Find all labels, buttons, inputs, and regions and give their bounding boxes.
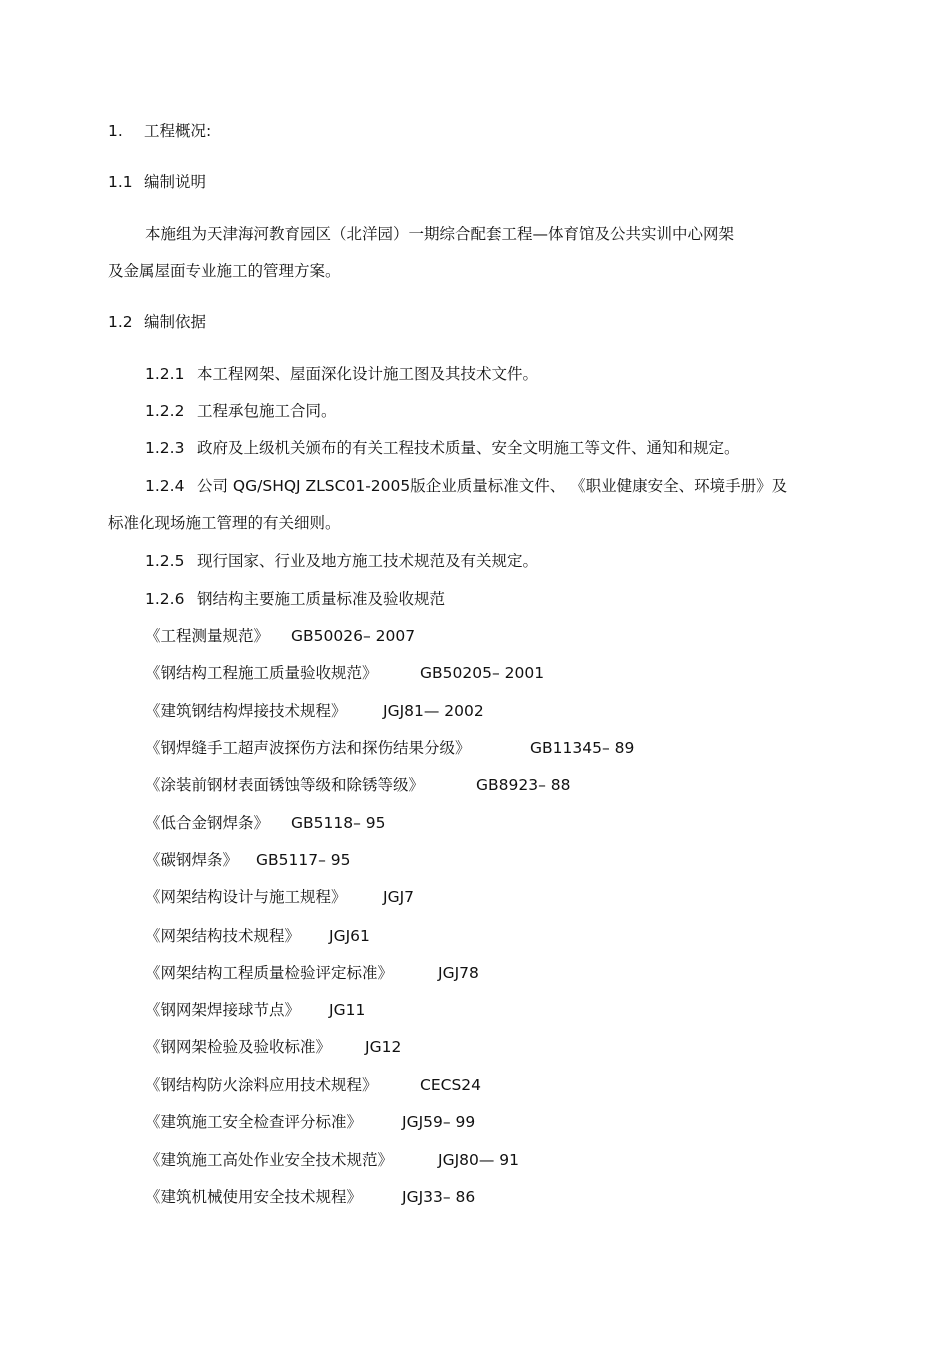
section-number: 1.2 <box>108 313 133 331</box>
standard-code: JGJ33– 86 <box>402 1188 476 1206</box>
standard-name: 《钢网架检验及验收标准》 <box>145 1038 332 1056</box>
standard-name: 《钢焊缝手工超声波探伤方法和探伤结果分级》 <box>145 739 471 757</box>
standard-name: 《钢结构防火涂料应用技术规程》 <box>145 1076 378 1094</box>
section-1-2-heading <box>108 312 206 332</box>
section-title: 编制说明 <box>144 173 207 191</box>
standard-name: 《网架结构工程质量检验评定标准》 <box>145 964 394 982</box>
paragraph-line: 及金属屋面专业施工的管理方案。 <box>108 262 341 280</box>
standard-code: GB50026– 2007 <box>291 627 416 645</box>
standard-name: 《网架结构技术规程》 <box>145 927 301 945</box>
section-number: 1.1 <box>108 173 133 191</box>
standard-entry <box>145 1000 705 1020</box>
standard-entry <box>145 626 705 646</box>
paragraph-line: 本施组为天津海河教育园区（北洋园）一期综合配套工程—体育馆及公共实训中心网架 <box>145 225 735 243</box>
item-number: 1.2.3 <box>145 439 185 457</box>
standard-entry <box>145 1187 705 1207</box>
basis-item <box>145 476 787 496</box>
standard-entry <box>145 887 705 907</box>
standard-name: 《低合金钢焊条》 <box>145 814 270 832</box>
section-1-1-heading <box>108 172 206 192</box>
standard-name: 《钢网架焊接球节点》 <box>145 1001 301 1019</box>
item-number: 1.2.6 <box>145 590 185 608</box>
standard-entry <box>145 813 705 833</box>
standard-entry <box>145 1150 705 1170</box>
standard-code: JGJ59– 99 <box>402 1113 476 1131</box>
standard-entry <box>145 775 705 795</box>
item-number: 1.2.1 <box>145 365 185 383</box>
standard-code: JG12 <box>365 1038 402 1056</box>
item-number: 1.2.5 <box>145 552 185 570</box>
standard-name: 《建筑机械使用安全技术规程》 <box>145 1188 363 1206</box>
standard-name: 《建筑钢结构焊接技术规程》 <box>145 702 347 720</box>
item-text: 本工程网架、屋面深化设计施工图及其技术文件。 <box>197 365 539 383</box>
standard-code: JGJ7 <box>383 888 415 906</box>
standard-entry <box>145 926 705 946</box>
item-text: 工程承包施工合同。 <box>197 402 337 420</box>
basis-item-continuation: 标准化现场施工管理的有关细则。 <box>108 514 341 532</box>
item-number: 1.2.4 <box>145 477 185 495</box>
standard-code: JGJ81— 2002 <box>383 702 484 720</box>
basis-item <box>145 438 740 458</box>
item-number: 1.2.2 <box>145 402 185 420</box>
standard-entry <box>145 850 705 870</box>
standard-name: 《碳钢焊条》 <box>145 851 239 869</box>
basis-item <box>145 401 337 421</box>
item-text: 公司 QG/SHQJ ZLSC01-2005版企业质量标准文件、 《职业健康安全、环境手册》及 <box>197 477 788 495</box>
item-text: 钢结构主要施工质量标准及验收规范 <box>197 590 446 608</box>
standard-code: GB8923– 88 <box>476 776 571 794</box>
standard-code: JGJ78 <box>438 964 479 982</box>
section-title: 编制依据 <box>144 313 207 331</box>
basis-item <box>145 364 538 384</box>
standard-name: 《钢结构工程施工质量验收规范》 <box>145 664 378 682</box>
section-1-heading <box>108 121 211 141</box>
standard-code: GB11345– 89 <box>530 739 635 757</box>
section-number: 1. <box>108 122 123 140</box>
standard-code: GB50205– 2001 <box>420 664 545 682</box>
standard-entry <box>145 1075 705 1095</box>
standard-name: 《工程测量规范》 <box>145 627 270 645</box>
standard-code: JG11 <box>329 1001 366 1019</box>
standard-code: CECS24 <box>420 1076 482 1094</box>
standard-entry <box>145 738 705 758</box>
basis-item <box>145 551 538 571</box>
standard-name: 《网架结构设计与施工规程》 <box>145 888 347 906</box>
item-text: 现行国家、行业及地方施工技术规范及有关规定。 <box>197 552 539 570</box>
standard-entry <box>145 663 705 683</box>
standard-entry <box>145 1037 705 1057</box>
standard-entry <box>145 1112 705 1132</box>
standard-name: 《涂装前钢材表面锈蚀等级和除锈等级》 <box>145 776 425 794</box>
standard-code: GB5117– 95 <box>256 851 351 869</box>
standard-code: JGJ61 <box>329 927 370 945</box>
item-text: 政府及上级机关颁布的有关工程技术质量、安全文明施工等文件、通知和规定。 <box>197 439 740 457</box>
standard-name: 《建筑施工安全检查评分标准》 <box>145 1113 363 1131</box>
standard-code: GB5118– 95 <box>291 814 386 832</box>
standard-entry <box>145 963 705 983</box>
standard-code: JGJ80— 91 <box>438 1151 520 1169</box>
standard-entry <box>145 701 705 721</box>
basis-item <box>145 589 445 609</box>
section-title: 工程概况: <box>144 122 212 140</box>
standard-name: 《建筑施工高处作业安全技术规范》 <box>145 1151 394 1169</box>
